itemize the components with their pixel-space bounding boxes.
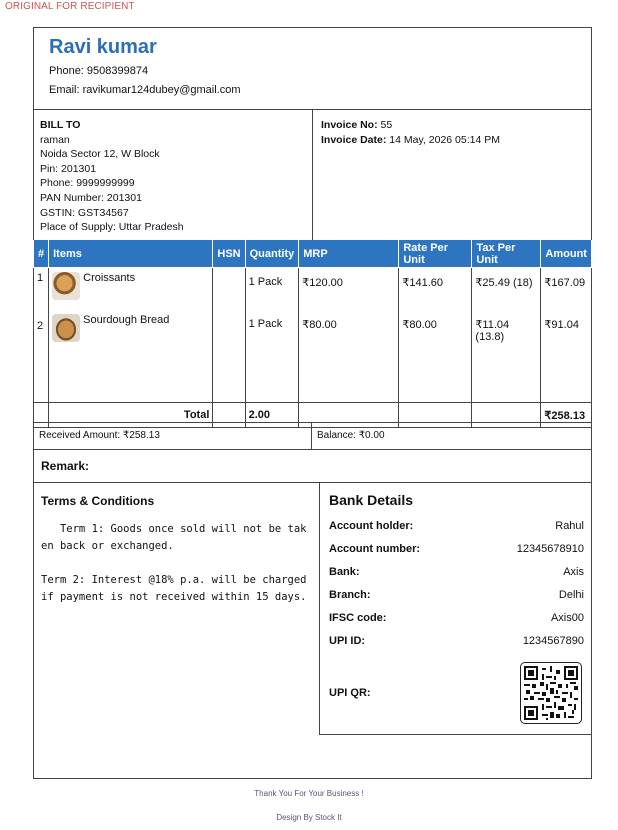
seller-phone: Phone: 9508399874 [49,65,149,77]
row-tax: ₹11.04 (13.8) [472,310,541,358]
row-rate: ₹141.60 [399,268,472,311]
bread-image [52,314,80,342]
upi-row [329,635,584,647]
bank-row [329,566,584,578]
row-qty: 1 Pack [245,310,299,358]
bank-bottom-line [319,734,592,735]
row-qty: 1 Pack [245,268,299,311]
terms-bank-divider [319,482,320,735]
ifsc-label: IFSC code: [329,612,387,624]
bank-label: Bank: [329,566,360,578]
col-header-mrp: MRP [299,240,399,268]
customer-address: Noida Sector 12, W Block [40,148,160,161]
row-hsn [213,310,245,358]
qr-code-icon [524,666,578,720]
table-spacer [34,358,592,403]
row-rate: ₹80.00 [399,310,472,358]
balance-amount: Balance: ₹0.00 [317,430,385,441]
upi-id: 1234567890 [522,635,584,647]
terms-text: Term 1: Goods once sold will not be taken back or exchanged. Term 2: Interest @18% p.a. will be charged if payment is not received within 15 days. [41,523,307,603]
account-holder-row [329,520,584,532]
invoice-info [321,118,500,147]
design-credit: Design By Stock It [276,813,342,822]
thank-you-note: Thank You For Your Business ! [254,789,364,798]
col-header-tax: Tax Per Unit [472,240,541,268]
upi-label: UPI ID: [329,635,366,647]
ifsc-row [329,612,584,624]
croissant-image [52,272,80,300]
account-number-label: Account number: [329,543,421,555]
invoice-no-label: Invoice No: [321,119,378,131]
bill-to-heading: BILL TO [40,119,81,131]
row-num: 1 [34,268,49,311]
row-item [49,310,213,358]
ifsc-code: Axis00 [550,612,584,624]
invoice-date: 14 May, 2026 05:14 PM [389,133,500,146]
upi-qr-label: UPI QR: [329,687,371,699]
col-header-num: # [34,240,49,268]
col-header-quantity: Quantity [245,240,299,268]
seller-name: Ravi kumar [49,36,157,58]
col-header-amount: Amount [541,240,592,268]
payment-divider [311,422,312,450]
received-amount: Received Amount: ₹258.13 [39,430,160,441]
branch-name: Delhi [558,589,584,601]
terms-title: Terms & Conditions [41,494,155,508]
customer-phone: Phone: 9999999999 [40,177,135,190]
col-header-hsn: HSN [213,240,245,268]
remark-divider [33,482,592,483]
branch-row [329,589,584,601]
col-header-rate: Rate Per Unit [399,240,472,268]
total-quantity: 2.00 [245,403,299,428]
place-of-supply: Place of Supply: Uttar Pradesh [40,221,184,234]
total-amount: ₹258.13 [541,403,592,428]
billing-divider [312,109,313,240]
row-num: 2 [34,310,49,358]
row-mrp: ₹80.00 [299,310,399,358]
account-number: 12345678910 [516,543,584,555]
account-holder: Rahul [555,520,584,532]
customer-name: raman [40,133,70,146]
account-number-row [329,543,584,555]
item-name: Sourdough Bread [83,314,170,326]
row-amount: ₹167.09 [541,268,592,311]
row-amount: ₹91.04 [541,310,592,358]
customer-pin: Pin: 201301 [40,162,97,175]
table-header-row [34,240,592,268]
item-name: Croissants [83,272,136,284]
copy-label: ORIGINAL FOR RECIPIENT [5,1,135,12]
invoice-no: 55 [380,119,393,131]
branch-label: Branch: [329,589,371,601]
row-item [49,268,213,311]
upi-qr-row [329,687,509,699]
total-label: Total [49,403,213,428]
customer-pan: PAN Number: 201301 [40,191,142,204]
bill-to-block [40,118,184,235]
row-mrp: ₹120.00 [299,268,399,311]
items-table [33,240,592,428]
row-tax: ₹25.49 (18) [472,268,541,311]
row-hsn [213,268,245,311]
account-holder-label: Account holder: [329,520,414,532]
seller-email: Email: ravikumar124dubey@gmail.com [49,84,241,96]
upi-qr-code [520,662,582,724]
bank-name: Axis [563,566,584,578]
remark-label: Remark: [41,459,90,473]
bank-details-title: Bank Details [329,492,414,508]
table-row [34,268,592,311]
col-header-items: Items [49,240,213,268]
invoice-date-label: Invoice Date: [321,133,387,146]
customer-gstin: GSTIN: GST34567 [40,206,129,219]
table-row [34,310,592,358]
